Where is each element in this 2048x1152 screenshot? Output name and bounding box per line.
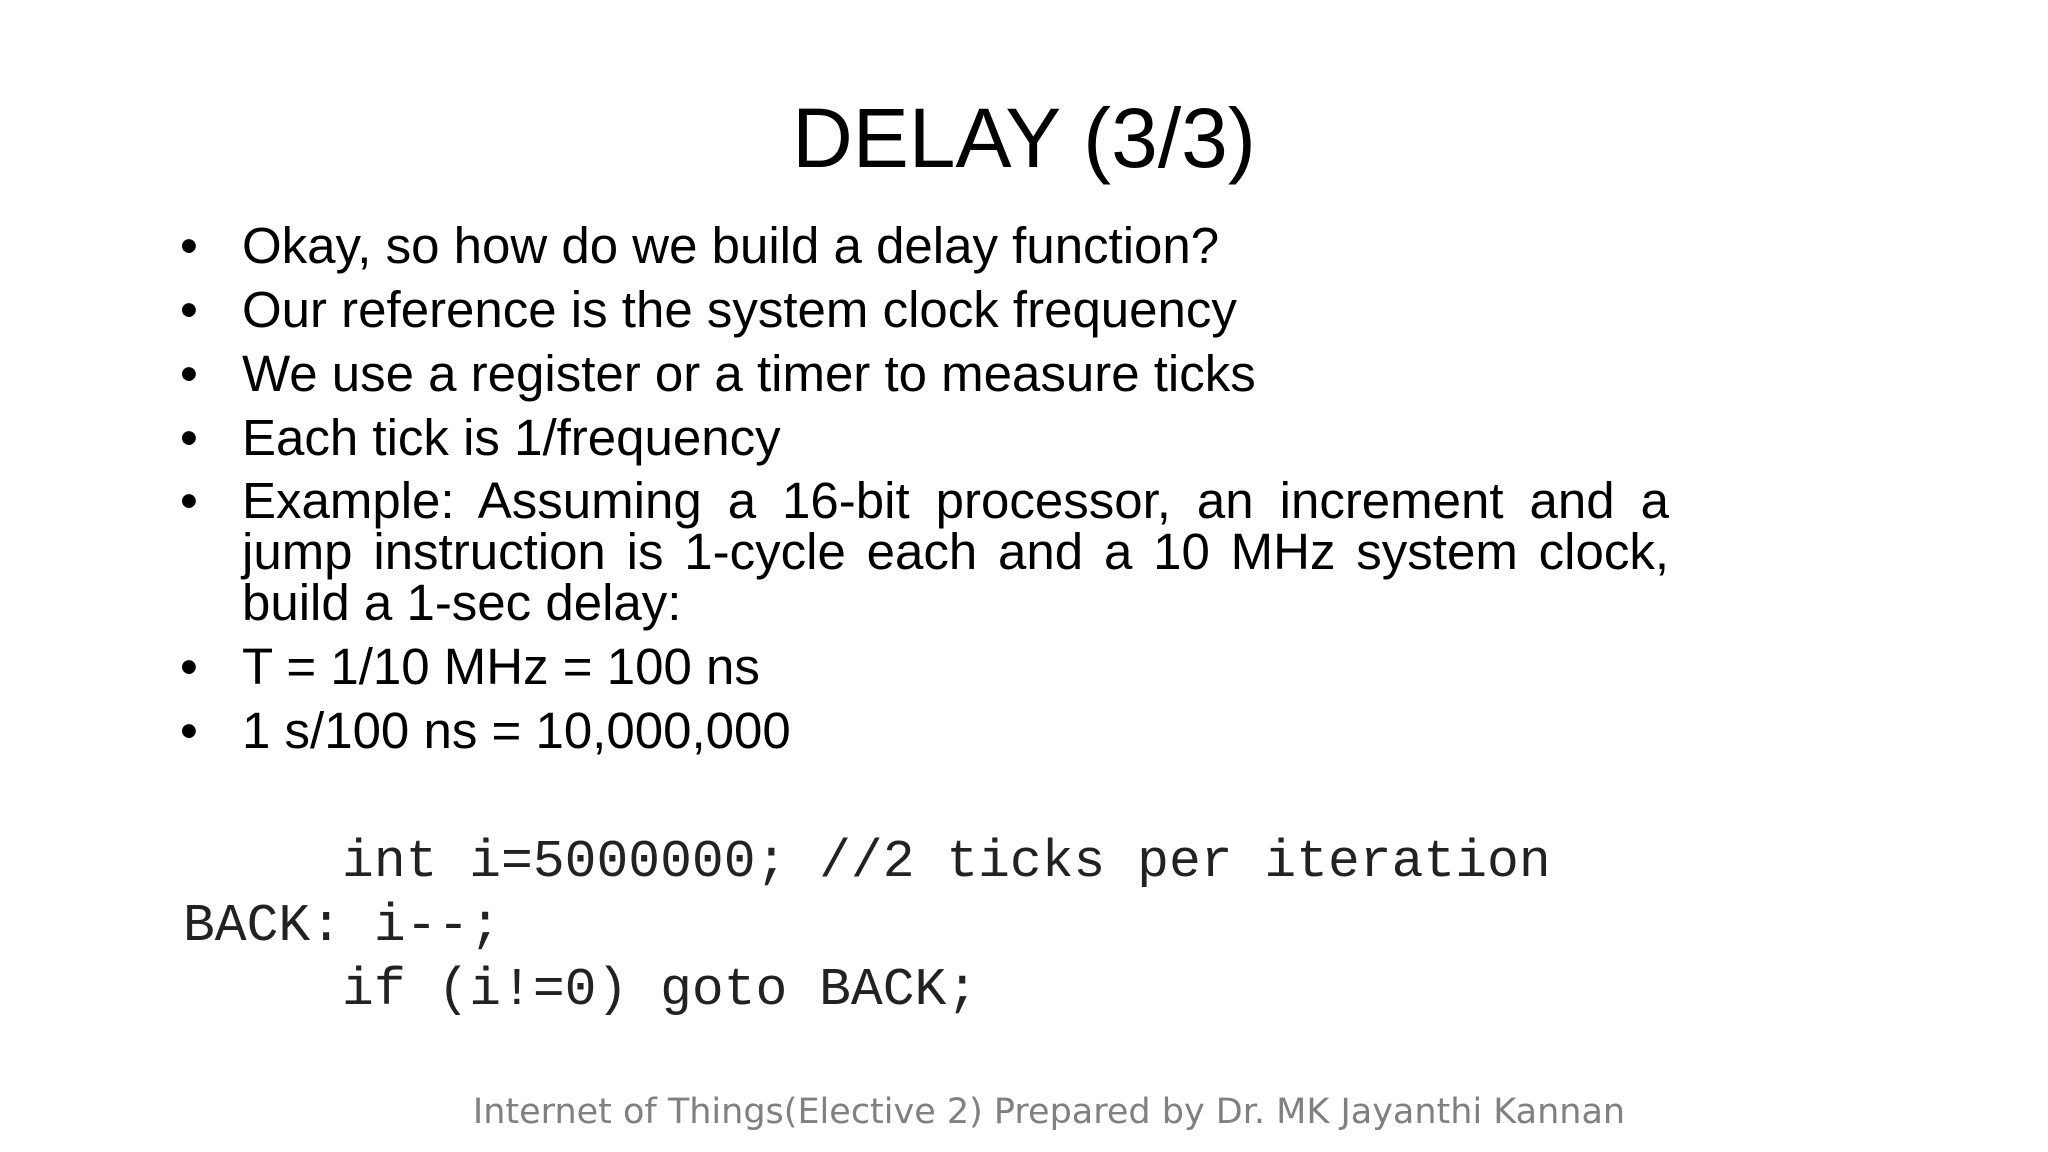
bullet-text: Our reference is the system clock frequency [242,281,1237,338]
bullet-list [180,214,1680,763]
code-line: if (i!=0) goto BACK; [183,960,979,1020]
bullet-text: Each tick is 1/frequency [242,409,781,466]
bullet-text: 1 s/100 ns = 10,000,000 [242,702,791,759]
bullet-text: T = 1/10 MHz = 100 ns [242,638,760,695]
bullet-text: Okay, so how do we build a delay function? [242,217,1220,274]
bullet-marker: • [180,638,198,695]
slide-title: DELAY (3/3) [792,91,1256,185]
bullet-marker: • [180,217,198,274]
code-line: int i=5000000; //2 ticks per iteration [183,832,1551,892]
bullet-marker: • [180,409,198,466]
code-line: BACK: i--; [183,896,502,956]
bullet-marker: • [180,702,198,759]
bullet-item [180,635,1680,699]
bullet-marker: • [180,345,198,402]
bullet-text: Example: Assuming a 16-bit processor, an increment and a jump instruction is 1-cycle each and a 10 MHz system clock, build a 1-sec delay: [242,472,1669,631]
bullet-marker: • [180,472,198,529]
slide-footer: Internet of Things(Elective 2) Prepared by Dr. MK Jayanthi Kannan [472,1092,1626,1132]
bullet-item [180,699,1680,763]
bullet-item [180,278,1680,342]
bullet-text: We use a register or a timer to measure ticks [242,345,1256,402]
bullet-marker: • [180,281,198,338]
bullet-item [180,214,1680,278]
bullet-item [180,472,1669,631]
bullet-item [180,342,1680,406]
code-block [183,830,1551,1022]
bullet-item [180,406,1680,470]
